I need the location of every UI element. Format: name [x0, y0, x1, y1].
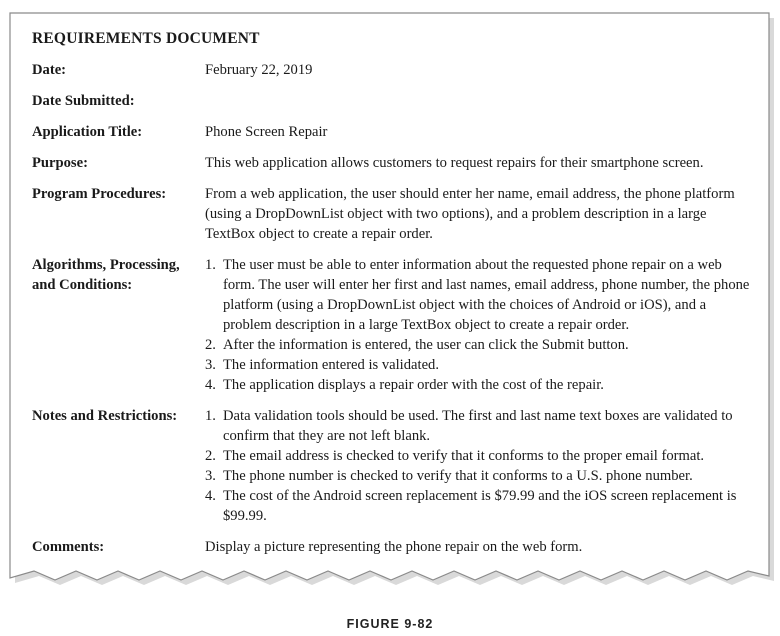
application-title-row — [32, 122, 752, 142]
date-submitted-label: Date Submitted: — [32, 93, 135, 109]
algorithms-row — [32, 255, 752, 395]
list-item: 1. The user must be able to enter information about the requested phone repair on a web form. The user will enter her first and last names, email address, phone number, the phone platform (using a DropDownList object with the choices of Android or iOS), and a problem description in a large TextBox object to create a repair order. — [205, 257, 750, 333]
document-title: REQUIREMENTS DOCUMENT — [32, 30, 260, 47]
program-procedures-label: Program Procedures: — [32, 186, 167, 202]
list-item: 4. The application displays a repair order with the cost of the repair. — [205, 377, 604, 393]
purpose-row — [32, 153, 752, 173]
list-item: 3. The phone number is checked to verify that it conforms to a U.S. phone number. — [205, 468, 693, 484]
date-value: February 22, 2019 — [205, 62, 313, 78]
notes-row — [32, 406, 752, 526]
list-item: 4. The cost of the Android screen replacement is $79.99 and the iOS screen replacement is $99.99. — [205, 488, 737, 524]
list-item: 2. After the information is entered, the user can click the Submit button. — [205, 337, 629, 353]
list-item: 1. Data validation tools should be used. The first and last name text boxes are validated to confirm that they are not left blank. — [205, 408, 733, 444]
program-procedures-value: From a web application, the user should enter her name, email address, the phone platform (using a DropDownList object with two options), and a problem description in a large TextBox object to create a repair order. — [205, 186, 735, 242]
algorithms-label: Algorithms, Processing, and Conditions: — [32, 257, 180, 293]
application-title-value: Phone Screen Repair — [205, 124, 328, 140]
date-label: Date: — [32, 62, 67, 78]
application-title-label: Application Title: — [32, 124, 143, 140]
notes-label: Notes and Restrictions: — [32, 408, 178, 424]
comments-row — [32, 537, 752, 557]
algorithms-list — [205, 255, 752, 395]
comments-value: Display a picture representing the phone repair on the web form. — [205, 539, 583, 555]
list-item: 2. The email address is checked to verify that it conforms to the proper email format. — [205, 448, 705, 464]
comments-label: Comments: — [32, 539, 105, 555]
list-item: 3. The information entered is validated. — [205, 357, 439, 373]
figure-caption: FIGURE 9-82 — [346, 617, 434, 631]
date-row — [32, 60, 752, 80]
date-submitted-value — [205, 91, 752, 111]
program-procedures-row — [32, 184, 752, 244]
purpose-label: Purpose: — [32, 155, 88, 171]
notes-list — [205, 406, 752, 526]
requirements-document — [32, 28, 752, 568]
purpose-value: This web application allows customers to request repairs for their smartphone screen. — [205, 155, 704, 171]
date-submitted-row — [32, 91, 752, 111]
